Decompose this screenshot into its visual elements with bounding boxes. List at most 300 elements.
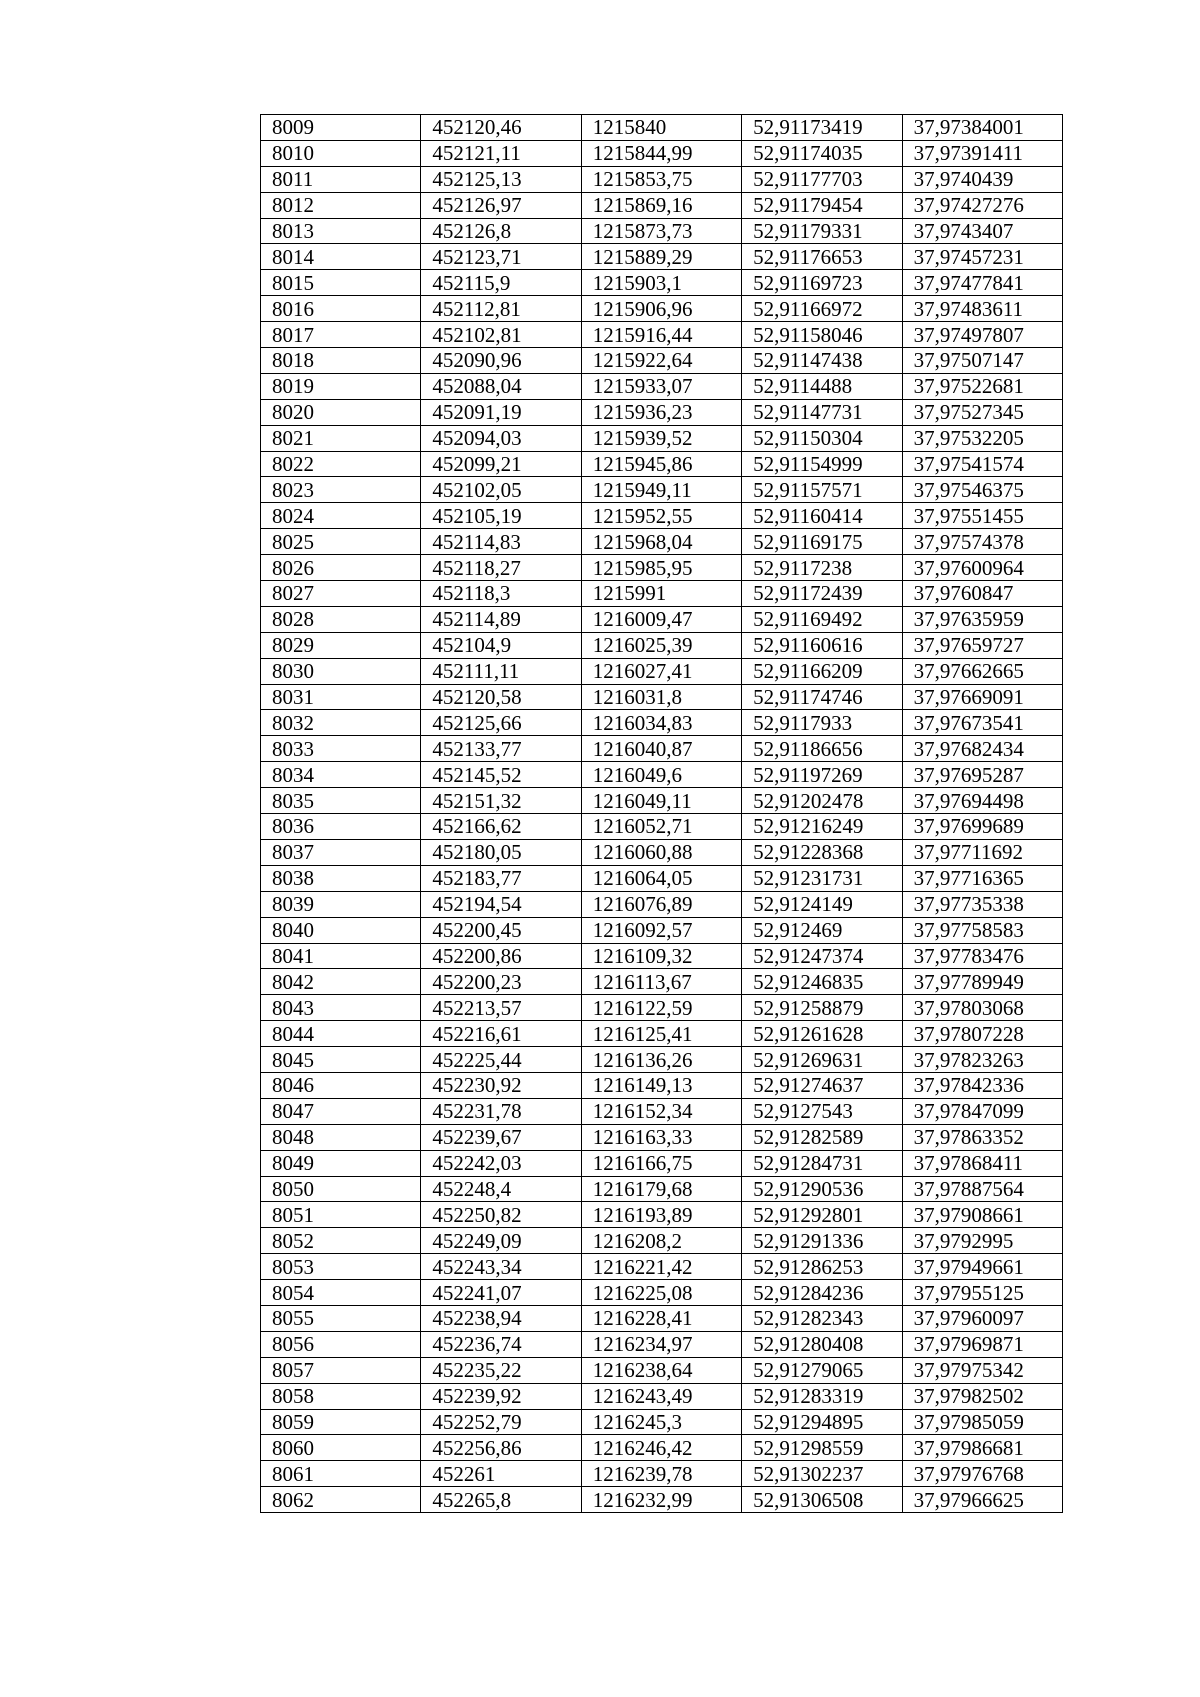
latitude-cell: 52,91157571 bbox=[742, 477, 902, 503]
longitude-cell: 37,97960097 bbox=[902, 1305, 1062, 1331]
y-coordinate-cell: 1215903,1 bbox=[581, 270, 741, 296]
y-coordinate-cell: 1216060,88 bbox=[581, 839, 741, 865]
y-coordinate-cell: 1216027,41 bbox=[581, 658, 741, 684]
table-row bbox=[261, 166, 1063, 192]
y-coordinate-cell: 1216031,8 bbox=[581, 684, 741, 710]
latitude-cell: 52,91158046 bbox=[742, 322, 902, 348]
y-coordinate-cell: 1216113,67 bbox=[581, 969, 741, 995]
table-row bbox=[261, 969, 1063, 995]
y-coordinate-cell: 1216076,89 bbox=[581, 891, 741, 917]
point-number-cell: 8053 bbox=[261, 1254, 421, 1280]
x-coordinate-cell: 452216,61 bbox=[421, 1021, 581, 1047]
x-coordinate-cell: 452231,78 bbox=[421, 1098, 581, 1124]
x-coordinate-cell: 452088,04 bbox=[421, 373, 581, 399]
point-number-cell: 8015 bbox=[261, 270, 421, 296]
y-coordinate-cell: 1216208,2 bbox=[581, 1228, 741, 1254]
y-coordinate-cell: 1215906,96 bbox=[581, 296, 741, 322]
latitude-cell: 52,91150304 bbox=[742, 425, 902, 451]
latitude-cell: 52,912469 bbox=[742, 917, 902, 943]
point-number-cell: 8017 bbox=[261, 322, 421, 348]
y-coordinate-cell: 1216052,71 bbox=[581, 814, 741, 840]
point-number-cell: 8045 bbox=[261, 1047, 421, 1073]
y-coordinate-cell: 1216009,47 bbox=[581, 606, 741, 632]
latitude-cell: 52,91306508 bbox=[742, 1487, 902, 1513]
latitude-cell: 52,91280408 bbox=[742, 1331, 902, 1357]
table-row bbox=[261, 1021, 1063, 1047]
table-row bbox=[261, 917, 1063, 943]
latitude-cell: 52,91298559 bbox=[742, 1435, 902, 1461]
latitude-cell: 52,91179331 bbox=[742, 218, 902, 244]
point-number-cell: 8061 bbox=[261, 1461, 421, 1487]
y-coordinate-cell: 1216221,42 bbox=[581, 1254, 741, 1280]
x-coordinate-cell: 452112,81 bbox=[421, 296, 581, 322]
longitude-cell: 37,97758583 bbox=[902, 917, 1062, 943]
latitude-cell: 52,91216249 bbox=[742, 814, 902, 840]
y-coordinate-cell: 1215873,73 bbox=[581, 218, 741, 244]
point-number-cell: 8035 bbox=[261, 788, 421, 814]
point-number-cell: 8018 bbox=[261, 348, 421, 374]
longitude-cell: 37,97711692 bbox=[902, 839, 1062, 865]
x-coordinate-cell: 452125,13 bbox=[421, 166, 581, 192]
latitude-cell: 52,91172439 bbox=[742, 581, 902, 607]
latitude-cell: 52,91174035 bbox=[742, 140, 902, 166]
point-number-cell: 8036 bbox=[261, 814, 421, 840]
latitude-cell: 52,91174746 bbox=[742, 684, 902, 710]
x-coordinate-cell: 452094,03 bbox=[421, 425, 581, 451]
longitude-cell: 37,97847099 bbox=[902, 1098, 1062, 1124]
point-number-cell: 8009 bbox=[261, 115, 421, 141]
table-row bbox=[261, 451, 1063, 477]
y-coordinate-cell: 1216243,49 bbox=[581, 1383, 741, 1409]
point-number-cell: 8025 bbox=[261, 529, 421, 555]
point-number-cell: 8032 bbox=[261, 710, 421, 736]
y-coordinate-cell: 1216049,11 bbox=[581, 788, 741, 814]
table-row bbox=[261, 736, 1063, 762]
y-coordinate-cell: 1215991 bbox=[581, 581, 741, 607]
latitude-cell: 52,91269631 bbox=[742, 1047, 902, 1073]
point-number-cell: 8021 bbox=[261, 425, 421, 451]
point-number-cell: 8019 bbox=[261, 373, 421, 399]
y-coordinate-cell: 1216163,33 bbox=[581, 1124, 741, 1150]
table-row bbox=[261, 814, 1063, 840]
longitude-cell: 37,97783476 bbox=[902, 943, 1062, 969]
y-coordinate-cell: 1216149,13 bbox=[581, 1072, 741, 1098]
latitude-cell: 52,91147438 bbox=[742, 348, 902, 374]
x-coordinate-cell: 452239,92 bbox=[421, 1383, 581, 1409]
x-coordinate-cell: 452105,19 bbox=[421, 503, 581, 529]
point-number-cell: 8020 bbox=[261, 399, 421, 425]
point-number-cell: 8057 bbox=[261, 1357, 421, 1383]
x-coordinate-cell: 452236,74 bbox=[421, 1331, 581, 1357]
x-coordinate-cell: 452120,46 bbox=[421, 115, 581, 141]
y-coordinate-cell: 1216245,3 bbox=[581, 1409, 741, 1435]
x-coordinate-cell: 452091,19 bbox=[421, 399, 581, 425]
table-row bbox=[261, 606, 1063, 632]
point-number-cell: 8042 bbox=[261, 969, 421, 995]
latitude-cell: 52,91173419 bbox=[742, 115, 902, 141]
longitude-cell: 37,97863352 bbox=[902, 1124, 1062, 1150]
table-row bbox=[261, 270, 1063, 296]
y-coordinate-cell: 1216125,41 bbox=[581, 1021, 741, 1047]
longitude-cell: 37,97842336 bbox=[902, 1072, 1062, 1098]
longitude-cell: 37,97985059 bbox=[902, 1409, 1062, 1435]
latitude-cell: 52,91186656 bbox=[742, 736, 902, 762]
longitude-cell: 37,97887564 bbox=[902, 1176, 1062, 1202]
point-number-cell: 8051 bbox=[261, 1202, 421, 1228]
longitude-cell: 37,97982502 bbox=[902, 1383, 1062, 1409]
x-coordinate-cell: 452242,03 bbox=[421, 1150, 581, 1176]
longitude-cell: 37,97483611 bbox=[902, 296, 1062, 322]
longitude-cell: 37,97975342 bbox=[902, 1357, 1062, 1383]
latitude-cell: 52,91274637 bbox=[742, 1072, 902, 1098]
table-row bbox=[261, 1150, 1063, 1176]
y-coordinate-cell: 1216109,32 bbox=[581, 943, 741, 969]
longitude-cell: 37,9792995 bbox=[902, 1228, 1062, 1254]
x-coordinate-cell: 452151,32 bbox=[421, 788, 581, 814]
x-coordinate-cell: 452102,05 bbox=[421, 477, 581, 503]
latitude-cell: 52,91169492 bbox=[742, 606, 902, 632]
x-coordinate-cell: 452248,4 bbox=[421, 1176, 581, 1202]
longitude-cell: 37,97695287 bbox=[902, 762, 1062, 788]
latitude-cell: 52,91282343 bbox=[742, 1305, 902, 1331]
x-coordinate-cell: 452250,82 bbox=[421, 1202, 581, 1228]
x-coordinate-cell: 452099,21 bbox=[421, 451, 581, 477]
point-number-cell: 8034 bbox=[261, 762, 421, 788]
latitude-cell: 52,91160414 bbox=[742, 503, 902, 529]
latitude-cell: 52,91302237 bbox=[742, 1461, 902, 1487]
x-coordinate-cell: 452265,8 bbox=[421, 1487, 581, 1513]
x-coordinate-cell: 452166,62 bbox=[421, 814, 581, 840]
table-row bbox=[261, 891, 1063, 917]
point-number-cell: 8049 bbox=[261, 1150, 421, 1176]
point-number-cell: 8059 bbox=[261, 1409, 421, 1435]
x-coordinate-cell: 452180,05 bbox=[421, 839, 581, 865]
x-coordinate-cell: 452090,96 bbox=[421, 348, 581, 374]
point-number-cell: 8050 bbox=[261, 1176, 421, 1202]
latitude-cell: 52,91197269 bbox=[742, 762, 902, 788]
table-row bbox=[261, 1202, 1063, 1228]
table-row bbox=[261, 865, 1063, 891]
x-coordinate-cell: 452121,11 bbox=[421, 140, 581, 166]
longitude-cell: 37,97823263 bbox=[902, 1047, 1062, 1073]
longitude-cell: 37,97669091 bbox=[902, 684, 1062, 710]
latitude-cell: 52,91246835 bbox=[742, 969, 902, 995]
point-number-cell: 8043 bbox=[261, 995, 421, 1021]
latitude-cell: 52,91179454 bbox=[742, 192, 902, 218]
longitude-cell: 37,9760847 bbox=[902, 581, 1062, 607]
point-number-cell: 8054 bbox=[261, 1280, 421, 1306]
longitude-cell: 37,97986681 bbox=[902, 1435, 1062, 1461]
table-row bbox=[261, 296, 1063, 322]
table-row bbox=[261, 1435, 1063, 1461]
point-number-cell: 8016 bbox=[261, 296, 421, 322]
latitude-cell: 52,91284236 bbox=[742, 1280, 902, 1306]
longitude-cell: 37,97908661 bbox=[902, 1202, 1062, 1228]
x-coordinate-cell: 452115,9 bbox=[421, 270, 581, 296]
y-coordinate-cell: 1216049,6 bbox=[581, 762, 741, 788]
y-coordinate-cell: 1216228,41 bbox=[581, 1305, 741, 1331]
x-coordinate-cell: 452125,66 bbox=[421, 710, 581, 736]
y-coordinate-cell: 1215968,04 bbox=[581, 529, 741, 555]
x-coordinate-cell: 452102,81 bbox=[421, 322, 581, 348]
latitude-cell: 52,91247374 bbox=[742, 943, 902, 969]
y-coordinate-cell: 1216064,05 bbox=[581, 865, 741, 891]
y-coordinate-cell: 1216092,57 bbox=[581, 917, 741, 943]
table-row bbox=[261, 658, 1063, 684]
x-coordinate-cell: 452238,94 bbox=[421, 1305, 581, 1331]
longitude-cell: 37,97716365 bbox=[902, 865, 1062, 891]
x-coordinate-cell: 452200,23 bbox=[421, 969, 581, 995]
y-coordinate-cell: 1215945,86 bbox=[581, 451, 741, 477]
y-coordinate-cell: 1216225,08 bbox=[581, 1280, 741, 1306]
longitude-cell: 37,97955125 bbox=[902, 1280, 1062, 1306]
point-number-cell: 8039 bbox=[261, 891, 421, 917]
table-row bbox=[261, 943, 1063, 969]
x-coordinate-cell: 452256,86 bbox=[421, 1435, 581, 1461]
point-number-cell: 8011 bbox=[261, 166, 421, 192]
y-coordinate-cell: 1215936,23 bbox=[581, 399, 741, 425]
point-number-cell: 8058 bbox=[261, 1383, 421, 1409]
longitude-cell: 37,97969871 bbox=[902, 1331, 1062, 1357]
table-row bbox=[261, 684, 1063, 710]
x-coordinate-cell: 452123,71 bbox=[421, 244, 581, 270]
y-coordinate-cell: 1216234,97 bbox=[581, 1331, 741, 1357]
point-number-cell: 8013 bbox=[261, 218, 421, 244]
point-number-cell: 8052 bbox=[261, 1228, 421, 1254]
x-coordinate-cell: 452104,9 bbox=[421, 632, 581, 658]
table-row bbox=[261, 1176, 1063, 1202]
y-coordinate-cell: 1216166,75 bbox=[581, 1150, 741, 1176]
point-number-cell: 8046 bbox=[261, 1072, 421, 1098]
point-number-cell: 8037 bbox=[261, 839, 421, 865]
table-row bbox=[261, 348, 1063, 374]
table-row bbox=[261, 529, 1063, 555]
table-row bbox=[261, 1254, 1063, 1280]
table-row bbox=[261, 1357, 1063, 1383]
longitude-cell: 37,9740439 bbox=[902, 166, 1062, 192]
table-row bbox=[261, 1280, 1063, 1306]
longitude-cell: 37,97803068 bbox=[902, 995, 1062, 1021]
table-row bbox=[261, 1228, 1063, 1254]
y-coordinate-cell: 1215985,95 bbox=[581, 555, 741, 581]
x-coordinate-cell: 452239,67 bbox=[421, 1124, 581, 1150]
table-row bbox=[261, 218, 1063, 244]
x-coordinate-cell: 452261 bbox=[421, 1461, 581, 1487]
longitude-cell: 37,97966625 bbox=[902, 1487, 1062, 1513]
latitude-cell: 52,91147731 bbox=[742, 399, 902, 425]
table-row bbox=[261, 503, 1063, 529]
y-coordinate-cell: 1216193,89 bbox=[581, 1202, 741, 1228]
latitude-cell: 52,91292801 bbox=[742, 1202, 902, 1228]
longitude-cell: 37,97662665 bbox=[902, 658, 1062, 684]
table-row bbox=[261, 710, 1063, 736]
point-number-cell: 8012 bbox=[261, 192, 421, 218]
latitude-cell: 52,9127543 bbox=[742, 1098, 902, 1124]
latitude-cell: 52,91284731 bbox=[742, 1150, 902, 1176]
latitude-cell: 52,91258879 bbox=[742, 995, 902, 1021]
point-number-cell: 8040 bbox=[261, 917, 421, 943]
latitude-cell: 52,91294895 bbox=[742, 1409, 902, 1435]
y-coordinate-cell: 1215853,75 bbox=[581, 166, 741, 192]
longitude-cell: 37,97868411 bbox=[902, 1150, 1062, 1176]
x-coordinate-cell: 452225,44 bbox=[421, 1047, 581, 1073]
table-row bbox=[261, 995, 1063, 1021]
x-coordinate-cell: 452200,45 bbox=[421, 917, 581, 943]
table-row bbox=[261, 1047, 1063, 1073]
table-row bbox=[261, 839, 1063, 865]
longitude-cell: 37,97807228 bbox=[902, 1021, 1062, 1047]
x-coordinate-cell: 452133,77 bbox=[421, 736, 581, 762]
latitude-cell: 52,9117933 bbox=[742, 710, 902, 736]
point-number-cell: 8048 bbox=[261, 1124, 421, 1150]
y-coordinate-cell: 1215949,11 bbox=[581, 477, 741, 503]
x-coordinate-cell: 452213,57 bbox=[421, 995, 581, 1021]
table-row bbox=[261, 244, 1063, 270]
longitude-cell: 37,97427276 bbox=[902, 192, 1062, 218]
latitude-cell: 52,91202478 bbox=[742, 788, 902, 814]
point-number-cell: 8022 bbox=[261, 451, 421, 477]
coordinates-table bbox=[260, 114, 1063, 1513]
latitude-cell: 52,91177703 bbox=[742, 166, 902, 192]
x-coordinate-cell: 452118,27 bbox=[421, 555, 581, 581]
y-coordinate-cell: 1216232,99 bbox=[581, 1487, 741, 1513]
x-coordinate-cell: 452243,34 bbox=[421, 1254, 581, 1280]
y-coordinate-cell: 1215869,16 bbox=[581, 192, 741, 218]
x-coordinate-cell: 452200,86 bbox=[421, 943, 581, 969]
point-number-cell: 8029 bbox=[261, 632, 421, 658]
latitude-cell: 52,91169175 bbox=[742, 529, 902, 555]
x-coordinate-cell: 452114,89 bbox=[421, 606, 581, 632]
longitude-cell: 37,9743407 bbox=[902, 218, 1062, 244]
y-coordinate-cell: 1215952,55 bbox=[581, 503, 741, 529]
x-coordinate-cell: 452126,97 bbox=[421, 192, 581, 218]
point-number-cell: 8031 bbox=[261, 684, 421, 710]
longitude-cell: 37,97551455 bbox=[902, 503, 1062, 529]
point-number-cell: 8038 bbox=[261, 865, 421, 891]
longitude-cell: 37,97497807 bbox=[902, 322, 1062, 348]
table-row bbox=[261, 1124, 1063, 1150]
x-coordinate-cell: 452241,07 bbox=[421, 1280, 581, 1306]
point-number-cell: 8062 bbox=[261, 1487, 421, 1513]
table-row bbox=[261, 322, 1063, 348]
table-row bbox=[261, 1461, 1063, 1487]
longitude-cell: 37,97574378 bbox=[902, 529, 1062, 555]
x-coordinate-cell: 452252,79 bbox=[421, 1409, 581, 1435]
x-coordinate-cell: 452114,83 bbox=[421, 529, 581, 555]
point-number-cell: 8024 bbox=[261, 503, 421, 529]
table-row bbox=[261, 192, 1063, 218]
latitude-cell: 52,91231731 bbox=[742, 865, 902, 891]
x-coordinate-cell: 452111,11 bbox=[421, 658, 581, 684]
latitude-cell: 52,91154999 bbox=[742, 451, 902, 477]
point-number-cell: 8055 bbox=[261, 1305, 421, 1331]
table-row bbox=[261, 1072, 1063, 1098]
table-row bbox=[261, 140, 1063, 166]
latitude-cell: 52,9117238 bbox=[742, 555, 902, 581]
point-number-cell: 8023 bbox=[261, 477, 421, 503]
x-coordinate-cell: 452249,09 bbox=[421, 1228, 581, 1254]
table-row bbox=[261, 555, 1063, 581]
latitude-cell: 52,91169723 bbox=[742, 270, 902, 296]
y-coordinate-cell: 1215922,64 bbox=[581, 348, 741, 374]
longitude-cell: 37,97789949 bbox=[902, 969, 1062, 995]
table-row bbox=[261, 115, 1063, 141]
latitude-cell: 52,91261628 bbox=[742, 1021, 902, 1047]
point-number-cell: 8056 bbox=[261, 1331, 421, 1357]
latitude-cell: 52,91286253 bbox=[742, 1254, 902, 1280]
y-coordinate-cell: 1215889,29 bbox=[581, 244, 741, 270]
y-coordinate-cell: 1216179,68 bbox=[581, 1176, 741, 1202]
point-number-cell: 8033 bbox=[261, 736, 421, 762]
table-row bbox=[261, 762, 1063, 788]
latitude-cell: 52,91291336 bbox=[742, 1228, 902, 1254]
table-row bbox=[261, 1487, 1063, 1513]
table-row bbox=[261, 1383, 1063, 1409]
longitude-cell: 37,97659727 bbox=[902, 632, 1062, 658]
point-number-cell: 8044 bbox=[261, 1021, 421, 1047]
longitude-cell: 37,97699689 bbox=[902, 814, 1062, 840]
longitude-cell: 37,97600964 bbox=[902, 555, 1062, 581]
y-coordinate-cell: 1215840 bbox=[581, 115, 741, 141]
latitude-cell: 52,91228368 bbox=[742, 839, 902, 865]
point-number-cell: 8041 bbox=[261, 943, 421, 969]
point-number-cell: 8030 bbox=[261, 658, 421, 684]
y-coordinate-cell: 1216040,87 bbox=[581, 736, 741, 762]
longitude-cell: 37,97694498 bbox=[902, 788, 1062, 814]
point-number-cell: 8028 bbox=[261, 606, 421, 632]
y-coordinate-cell: 1216034,83 bbox=[581, 710, 741, 736]
y-coordinate-cell: 1215844,99 bbox=[581, 140, 741, 166]
x-coordinate-cell: 452183,77 bbox=[421, 865, 581, 891]
y-coordinate-cell: 1215933,07 bbox=[581, 373, 741, 399]
longitude-cell: 37,97527345 bbox=[902, 399, 1062, 425]
x-coordinate-cell: 452194,54 bbox=[421, 891, 581, 917]
y-coordinate-cell: 1216136,26 bbox=[581, 1047, 741, 1073]
table-row bbox=[261, 1409, 1063, 1435]
y-coordinate-cell: 1216122,59 bbox=[581, 995, 741, 1021]
latitude-cell: 52,91279065 bbox=[742, 1357, 902, 1383]
longitude-cell: 37,97682434 bbox=[902, 736, 1062, 762]
coordinates-table-body bbox=[261, 115, 1063, 1513]
point-number-cell: 8027 bbox=[261, 581, 421, 607]
y-coordinate-cell: 1215916,44 bbox=[581, 322, 741, 348]
x-coordinate-cell: 452235,22 bbox=[421, 1357, 581, 1383]
point-number-cell: 8014 bbox=[261, 244, 421, 270]
latitude-cell: 52,9114488 bbox=[742, 373, 902, 399]
latitude-cell: 52,91160616 bbox=[742, 632, 902, 658]
x-coordinate-cell: 452230,92 bbox=[421, 1072, 581, 1098]
y-coordinate-cell: 1216152,34 bbox=[581, 1098, 741, 1124]
latitude-cell: 52,91282589 bbox=[742, 1124, 902, 1150]
longitude-cell: 37,97384001 bbox=[902, 115, 1062, 141]
longitude-cell: 37,97477841 bbox=[902, 270, 1062, 296]
y-coordinate-cell: 1216025,39 bbox=[581, 632, 741, 658]
table-row bbox=[261, 581, 1063, 607]
longitude-cell: 37,97457231 bbox=[902, 244, 1062, 270]
latitude-cell: 52,91290536 bbox=[742, 1176, 902, 1202]
longitude-cell: 37,97507147 bbox=[902, 348, 1062, 374]
longitude-cell: 37,97673541 bbox=[902, 710, 1062, 736]
point-number-cell: 8060 bbox=[261, 1435, 421, 1461]
latitude-cell: 52,9124149 bbox=[742, 891, 902, 917]
longitude-cell: 37,97532205 bbox=[902, 425, 1062, 451]
table-row bbox=[261, 399, 1063, 425]
x-coordinate-cell: 452126,8 bbox=[421, 218, 581, 244]
longitude-cell: 37,97541574 bbox=[902, 451, 1062, 477]
x-coordinate-cell: 452118,3 bbox=[421, 581, 581, 607]
longitude-cell: 37,97391411 bbox=[902, 140, 1062, 166]
latitude-cell: 52,91176653 bbox=[742, 244, 902, 270]
